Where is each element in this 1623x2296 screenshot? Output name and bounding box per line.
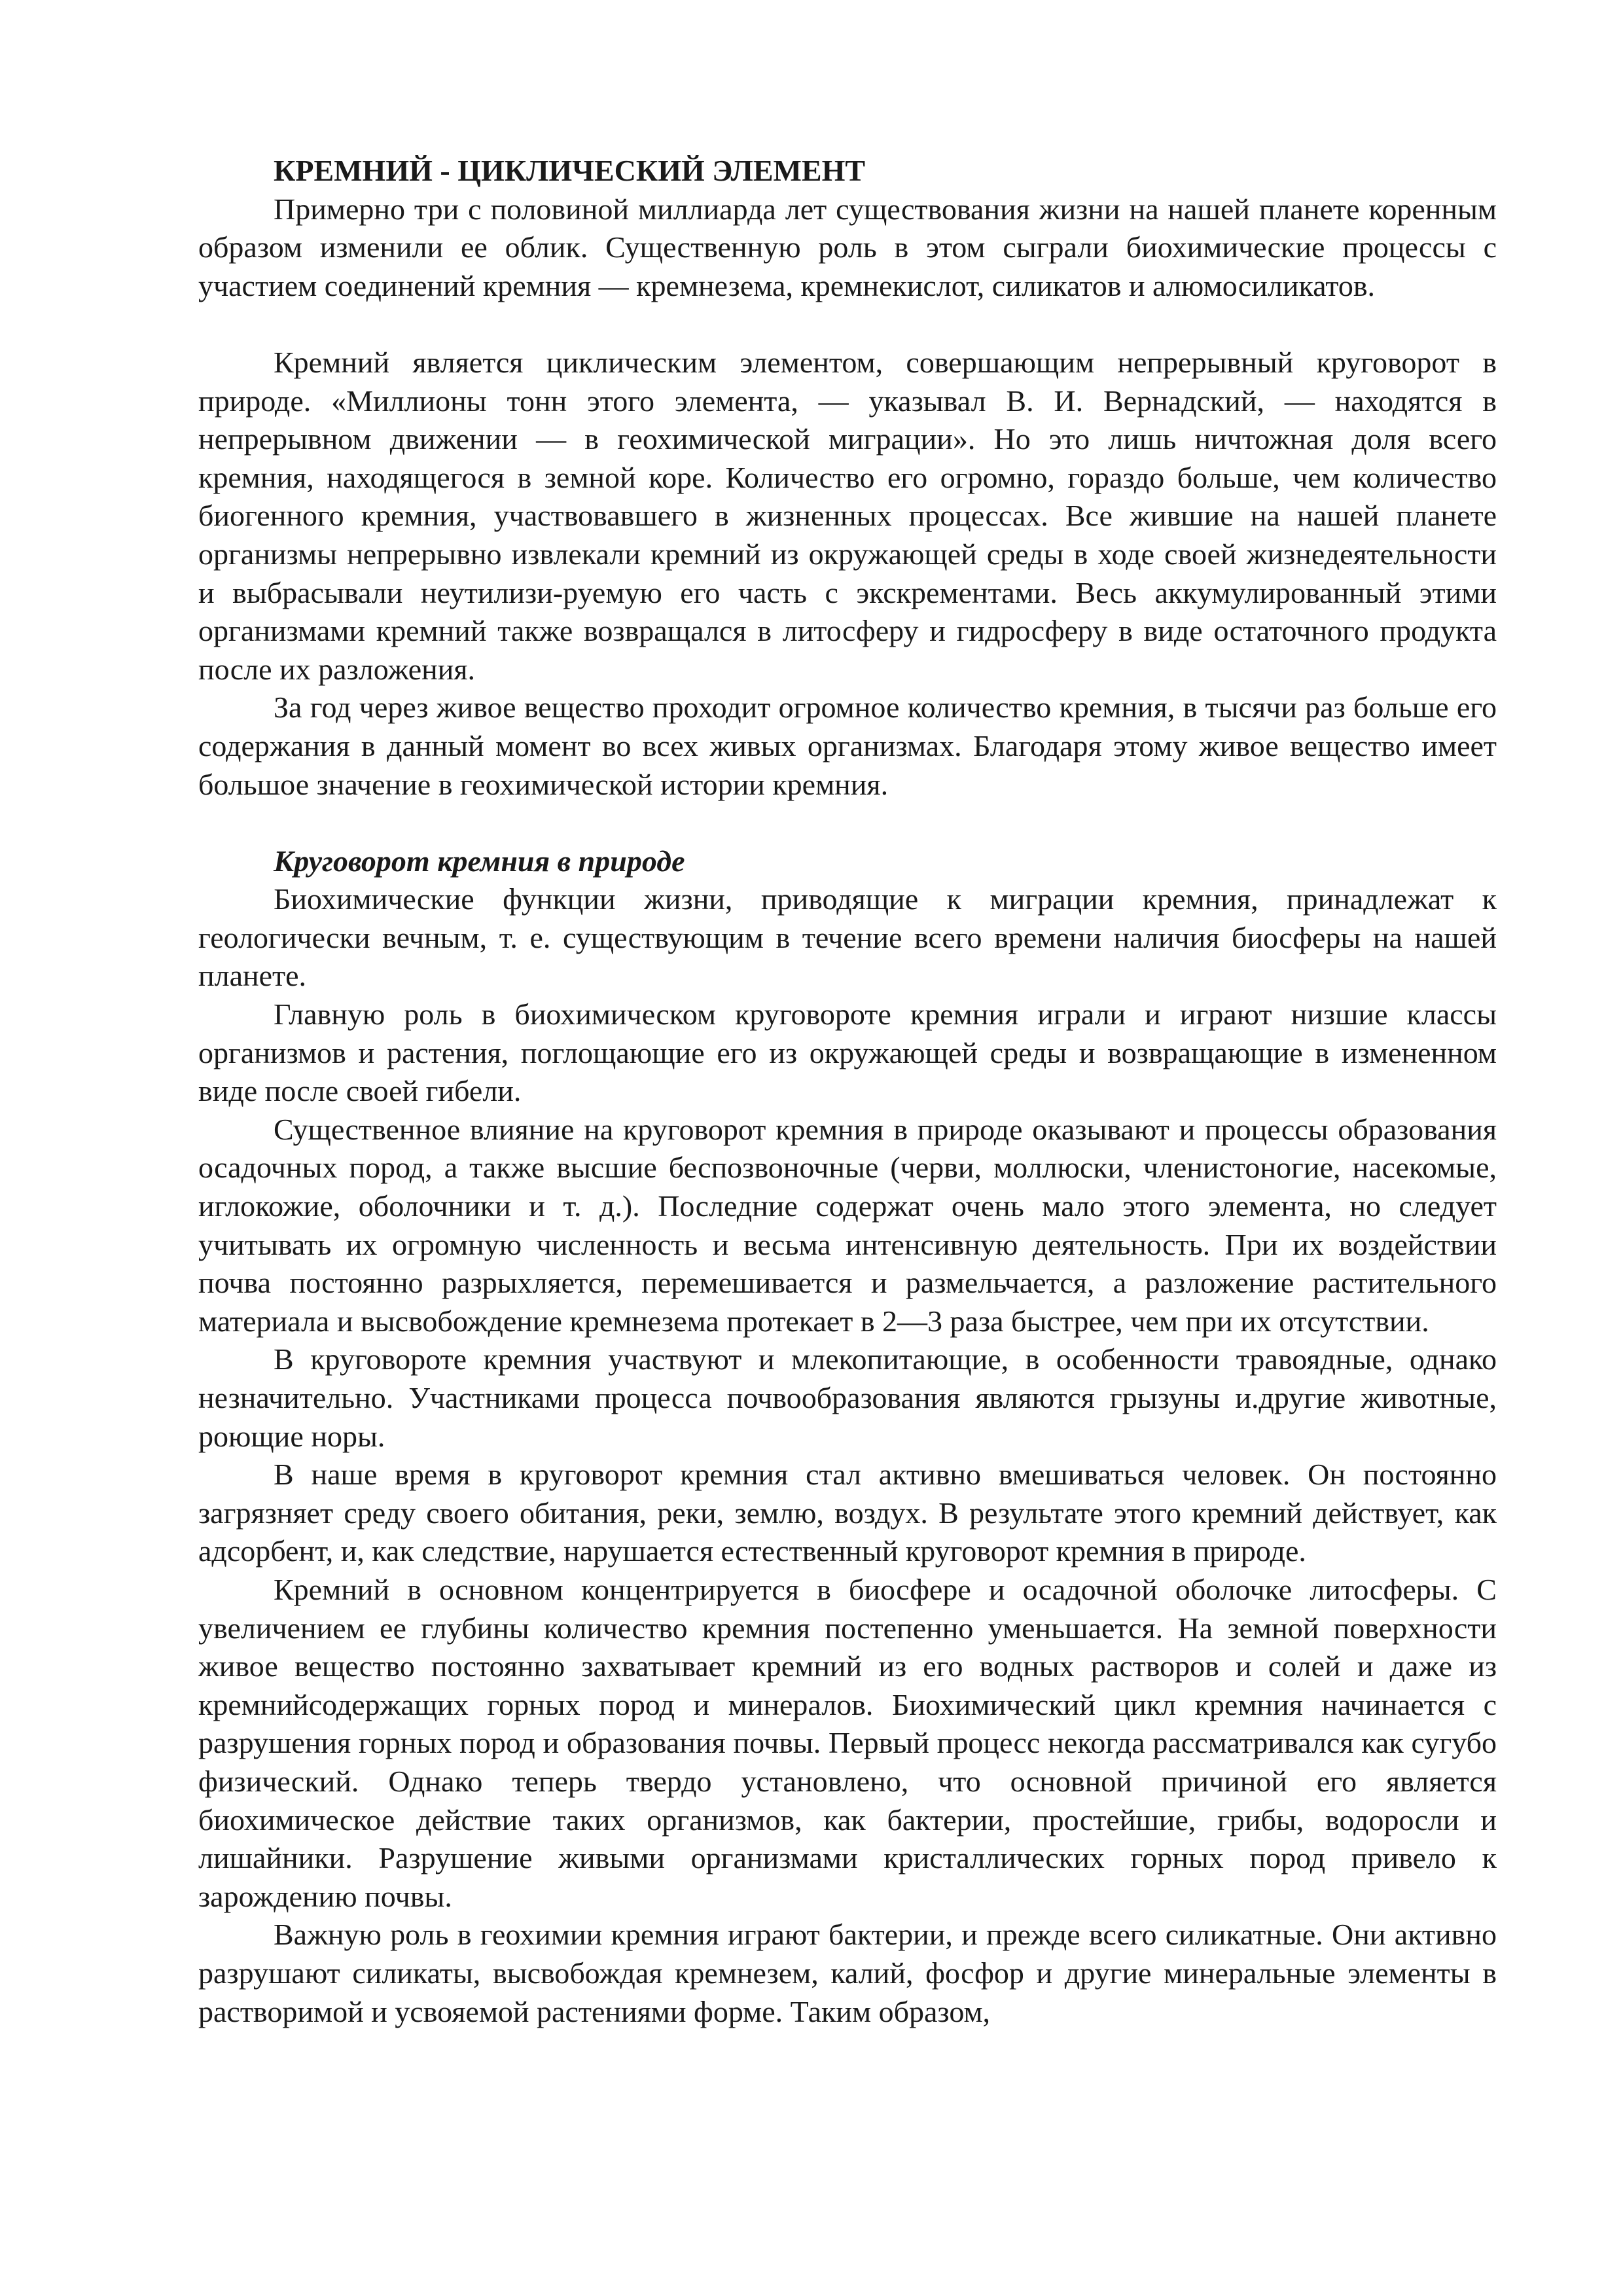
document-title: КРЕМНИЙ - ЦИКЛИЧЕСКИЙ ЭЛЕМЕНТ [274, 154, 866, 187]
paragraph-gap [198, 305, 1497, 344]
paragraph: Биохимические функции жизни, приводящие к миграции кремния, принадлежат к геологически вечным, т. е. существующим в течение всего времени наличия биосферы на нашей планете. [198, 882, 1497, 993]
paragraph: За год через живое вещество проходит огромное количество кремния, в тысячи раз больше его содержания в данный момент во всех живых организмах. Благодаря этому живое вещество имеет большое значение в геохимической истории кремния. [198, 691, 1497, 801]
paragraph: В наше время в круговорот кремния стал активно вмешиваться человек. Он постоянно загрязняет среду своего обитания, реки, землю, воздух. В результате этого кремний действует, как адсорбент, и, как следствие, нарушается естественный круговорот кремния в природе. [198, 1458, 1497, 1568]
section-heading: Круговорот кремния в природе [274, 844, 685, 878]
paragraph: Кремний в основном концентрируется в биосфере и осадочной оболочке литосферы. С увеличением ее глубины количество кремния постепенно уменьшается. На земной поверхности живое вещество постоянно захватывает кремний из его водных растворов и солей и даже из кремнийсодержащих горных пород и минералов. Биохимический цикл кремния начинается с разрушения горных пород и образования почвы. Первый процесс некогда рассматривался как сугубо физический. Однако теперь твердо установлено, что основной причиной его является биохимическое действие таких организмов, как бактерии, простейшие, грибы, водоросли и лишайники. Разрушение живыми организмами кристаллических горных пород привело к зарождению почвы. [198, 1572, 1497, 1913]
paragraph: Главную роль в биохимическом круговороте кремния играли и играют низшие классы организмов и растения, поглощающие его из окружающей среды и возвращающие в измененном виде после своей гибели. [198, 997, 1497, 1108]
paragraph: Кремний является циклическим элементом, совершающим непрерывный круговорот в природе. «Миллионы тонн этого элемента, — указывал В. И. Вернадский, — находятся в непрерывном движении — в геохимической миграции». Но это лишь ничтожная доля всего кремния, находящегося в земной коре. Количество его огромно, гораздо больше, чем количество биогенного кремния, участвовавшего в жизненных процессах. Все жившие на нашей планете организмы непрерывно извлекали кремний из окружающей среды в ходе своей жизнедеятельности и выбрасывали неутилизи-руемую его часть с экскрементами. Весь аккумулированный этими организмами кремний также возвращался в литосферу и гидросферу в виде остаточного продукта после их разложения. [198, 345, 1497, 686]
paragraph: В круговороте кремния участвуют и млекопитающие, в особенности травоядные, однако незначительно. Участниками процесса почвообразования являются грызуны и.другие животные, роющие норы. [198, 1342, 1497, 1453]
paragraph: Важную роль в геохимии кремния играют бактерии, и прежде всего силикатные. Они активно разрушают силикаты, высвобождая кремнезем, калий, фосфор и другие минеральные элементы в растворимой и усвояемой растениями форме. Таким образом, [198, 1918, 1497, 2028]
paragraph: Существенное влияние на круговорот кремния в природе оказывают и процессы образования осадочных пород, а также высшие беспозвоночные (черви, моллюски, членистоногие, насекомые, иглокожие, оболочники и т. д.). Последние содержат очень мало этого элемента, но следует учитывать их огромную численность и весьма интенсивную деятельность. При их воздействии почва постоянно разрыхляется, перемешивается и размельчается, а разложение растительного материала и высвобождение кремнезема протекает в 2—3 раза быстрее, чем при их отсутствии. [198, 1112, 1497, 1338]
document-page [198, 152, 1497, 2031]
paragraph-gap [198, 804, 1497, 842]
paragraph-intro: Примерно три с половиной миллиарда лет существования жизни на нашей планете коренным образом изменили ее облик. Существенную роль в этом сыграли биохимические процессы с участием соединений кремния — кремнезема, кремнекислот, силикатов и алюмосиликатов. [198, 192, 1497, 302]
